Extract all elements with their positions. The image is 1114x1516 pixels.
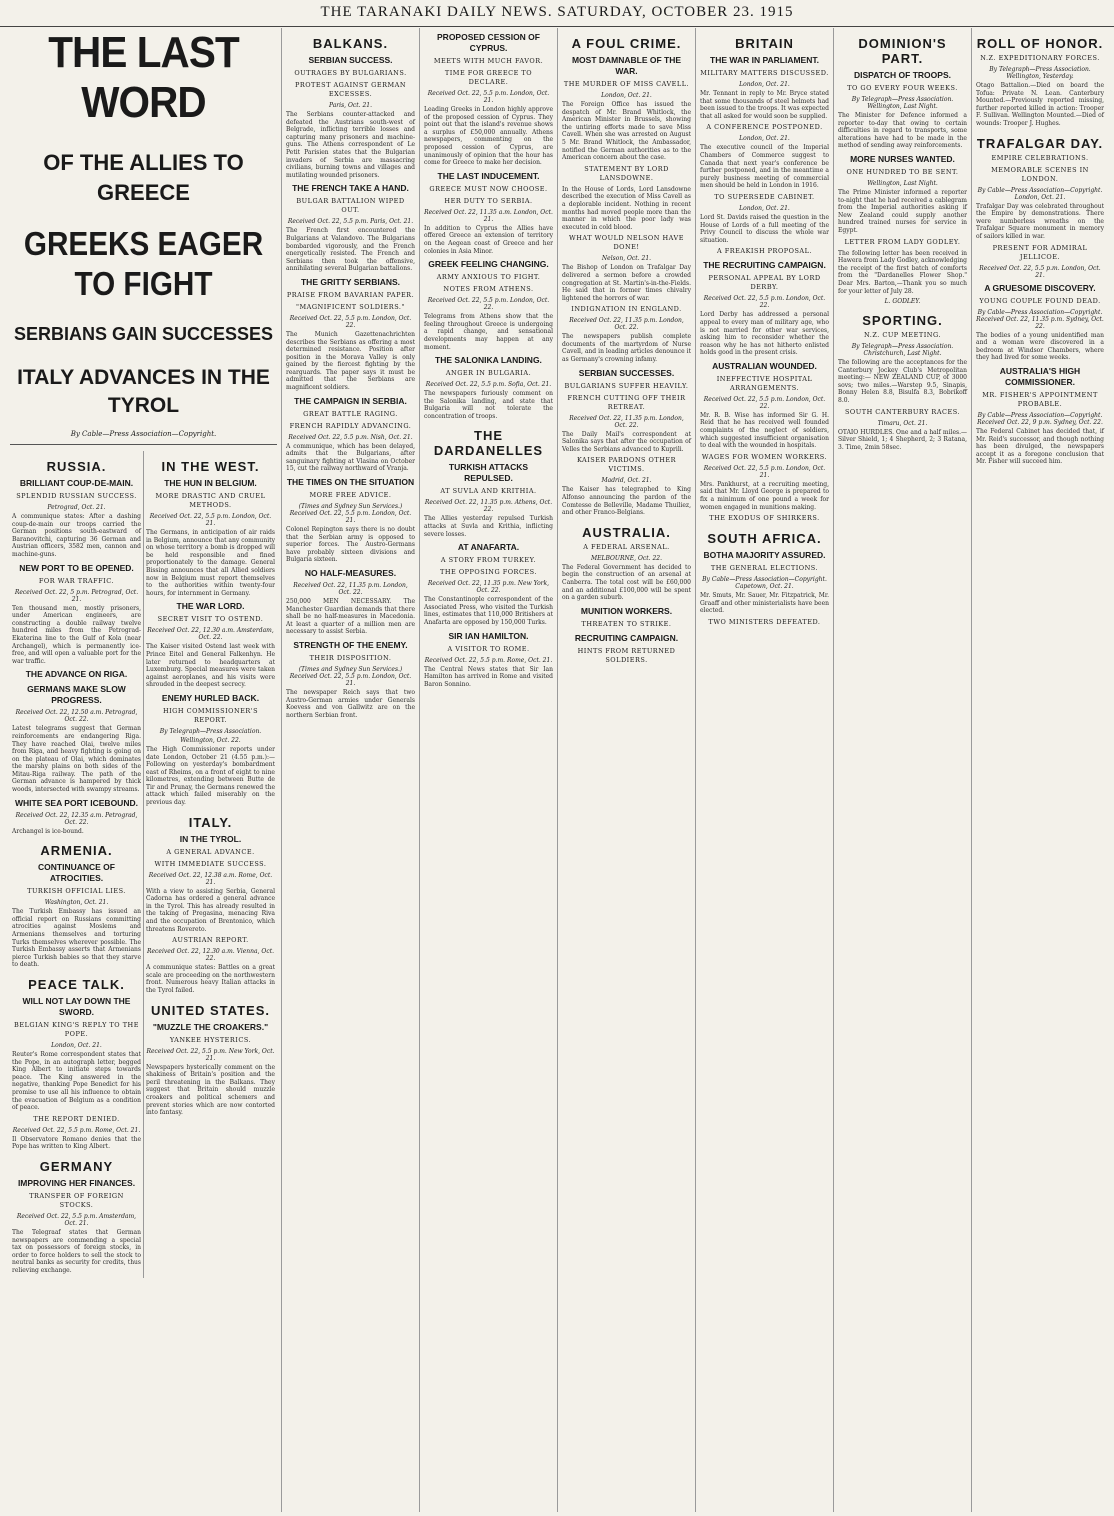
subheading: MOST DAMNABLE OF THE WAR.	[571, 55, 682, 76]
subheading: AUSTRALIAN WOUNDED.	[712, 360, 817, 371]
dateline: By Telegraph—Press Association. Wellington, Last Night.	[851, 96, 954, 110]
subheading: A GRUESOME DISCOVERY.	[984, 282, 1096, 293]
dateline: Received Oct. 22, 12.38 a.m. Rome, Oct. 21.	[148, 871, 273, 886]
subheading: TURKISH OFFICIAL LIES.	[27, 887, 126, 896]
dateline: By Cable—Press Association—Copyright. Received Oct. 22, 9 p.m. Sydney, Oct. 22.	[977, 411, 1103, 426]
article-text: The Central News states that Sir Ian Hamilton has arrived in Rome and visited Baron Sonnino.	[424, 665, 553, 688]
subheading: GREAT BATTLE RAGING.	[303, 409, 398, 418]
subheading: STATEMENT BY LORD LANSDOWNE.	[584, 164, 669, 182]
article-text: Latest telegrams suggest that German reinforcements are endangering Riga. They have reached Olai, twelve miles from Riga, and heavy fighting is going on on the plateau of Olai, which dominates the marshy plains on both sides of the Mitau-Riga railway. The path of the German advance is hampered by thick woods, intersected with swampy streams.	[12, 725, 141, 794]
subheading: ANGER IN BULGARIA.	[445, 369, 532, 378]
dateline: Received Oct. 22, 12.35 a.m. Petrograd, Oct. 22.	[15, 811, 138, 826]
dateline: Received Oct. 22, 5.5 p.m. London, Oct. 22.	[289, 314, 412, 329]
front-subcolumns	[10, 451, 277, 1278]
article-text: The newspapers publish complete documents of the martyrdom of Nurse Cavell, and in leading articles denounce it as Germany's crowning infamy.	[562, 333, 691, 364]
dateline: London, Oct. 21.	[739, 81, 790, 88]
subheading: MEMORABLE SCENES IN LONDON.	[991, 165, 1089, 183]
article-text: Archangel is ice-bound.	[12, 827, 84, 835]
dateline: Received Oct. 22, 11.35 p.m. Athens, Oct. 22.	[424, 499, 553, 514]
article-text: The Turkish Embassy has issued an official report on Russians committing atrocities against Moslems and Armenians themselves and torturing Turks themselves wherever possible. The Turkish Embassy asserts that Armenians pierce Turkish babies so that they starve to death.	[12, 908, 141, 969]
column-dominion	[834, 28, 972, 1512]
subheading: WILL NOT LAY DOWN THE SWORD.	[22, 996, 131, 1017]
article-text: The High Commissioner reports under date London, October 21 (4.55 p.m.):—Following on yesterday's bombardment east of Rheims, on a front of eight to nine kilometres, extending between Butte de Tir and Prunay, the Germans renewed the attack which failed miserably on the previous day.	[146, 745, 275, 807]
subheading: THE FRENCH TAKE A HAND.	[292, 183, 409, 194]
column-roll-of-honor	[972, 28, 1108, 1512]
dateline: Received Oct. 22, 5.5 p.m. London, Oct. 21.	[427, 90, 550, 104]
masthead: THE TARANAKI DAILY NEWS. SATURDAY, OCTOBER 23. 1915	[0, 0, 1114, 27]
subheading: TO GO EVERY FOUR WEEKS.	[847, 84, 958, 92]
subheading: PROTEST AGAINST GERMAN EXCESSES.	[294, 81, 407, 98]
subheading: BULGAR BATTALION WIPED OUT.	[296, 197, 405, 215]
dateline: By Cable—Press Association—Copyright. Received Oct. 22, 11.35 p.m. Sydney, Oct. 22.	[976, 308, 1104, 330]
subheading: THE WAR IN PARLIAMENT.	[710, 55, 819, 65]
heading-dardanelles: THE DARDANELLES	[433, 428, 544, 459]
subheading: INEFFECTIVE HOSPITAL ARRANGEMENTS.	[716, 374, 813, 392]
subheading: SOUTH CANTERBURY RACES.	[844, 407, 961, 416]
banner-headline-5: ITALY ADVANCES IN THE TYROL	[17, 366, 270, 417]
subheading: TWO MINISTERS DEFEATED.	[708, 618, 821, 626]
subheading: WHITE SEA PORT ICEBOUND.	[15, 797, 138, 808]
subheading: HINTS FROM RETURNED SOLDIERS.	[577, 646, 676, 664]
subheading: TURKISH ATTACKS REPULSED.	[448, 462, 529, 484]
subheading: A CONFERENCE POSTPONED.	[706, 123, 823, 132]
dateline: By Telegraph—Press Association. Wellington, Yesterday.	[989, 66, 1091, 80]
dateline: London, Oct. 21.	[51, 1042, 102, 1049]
subheading: ONE HUNDRED TO BE SENT.	[846, 167, 959, 176]
dateline: Received Oct. 22, 5.5 p.m. London, Oct. 21.	[149, 513, 272, 527]
columns	[6, 28, 1108, 1512]
subheading: CONTINUANCE OF ATROCITIES.	[38, 862, 115, 884]
article-text: Telegrams from Athens show that the feeling throughout Greece is undergoing a rapid change, and sensational developments may happen at any moment.	[424, 313, 553, 351]
subheading: BULGARIANS SUFFER HEAVILY.	[564, 381, 689, 390]
subheading: THE MURDER OF MISS CAVELL.	[563, 80, 690, 88]
subheading: AT ANAFARTA.	[457, 542, 520, 553]
dateline: Received Oct. 22, 12.50 a.m. Petrograd, Oct. 22.	[15, 709, 138, 724]
subheading: TIME FOR GREECE TO DECLARE.	[444, 69, 533, 86]
dateline: Madrid, Oct. 21.	[601, 477, 652, 485]
dateline: (Times and Sydney Sun Services.) Received Oct. 22, 5.5 p.m. London, Oct. 21.	[289, 503, 412, 525]
dateline: London, Oct. 21.	[739, 135, 790, 143]
dateline: Received Oct. 22, 5.5 p.m. Paris, Oct. 21.	[287, 218, 414, 226]
heading-armenia: ARMENIA.	[40, 843, 113, 859]
subheading: MUNITION WORKERS.	[580, 605, 673, 616]
dateline: By Telegraph—Press Association. Christchurch, Last Night.	[851, 343, 954, 358]
subheading: THE RECRUITING CAMPAIGN.	[703, 260, 826, 271]
article-text: The Kaiser visited Ostend last week with Prince Eitel and General Falkenhyn. He later returned to headquarters at Luxemburg. Special measures were taken against aeroplanes, and his visits were shrouded in the deepest secrecy.	[146, 643, 275, 689]
dateline: Received Oct. 22, 11.35 a.m. London, Oct. 21.	[424, 208, 553, 223]
subheading: YOUNG COUPLE FOUND DEAD.	[979, 296, 1101, 305]
article-text: The Federal Cabinet has decided that, if Mr. Reid's successor, and though nothing has been divulged, the newspapers accept it as a foregone conclusion that Mr. Fisher will succeed him.	[976, 427, 1104, 466]
subheading: THE LAST INDUCEMENT.	[437, 170, 540, 181]
banner-headline-2: OF THE ALLIES TO GREECE	[43, 150, 244, 205]
heading-italy: ITALY.	[188, 814, 233, 830]
dateline: MELBOURNE, Oct. 22.	[590, 554, 662, 562]
article-text: The Serbians counter-attacked and defeated the Austrians south-west of Belgrade, inflicting terrible losses and capturing many prisoners and machine-guns. The Athens correspondent of Le Petit Parisien states that the Bulgarian invaders of Serbia are massacring civilians, burning towns and villages and mutilating wounded prisoners.	[286, 111, 415, 179]
heading-dominion: DOMINION'S PART.	[858, 36, 947, 66]
dateline: Received Oct. 22, 5.5 p.m. New York, Oct. 21.	[146, 1047, 275, 1062]
subheading: THE SALONIKA LANDING.	[435, 355, 542, 366]
subheading: KAISER PARDONS OTHER VICTIMS.	[576, 456, 677, 474]
subheading: BOTHA MAJORITY ASSURED.	[703, 550, 826, 561]
subheading: THE OPPOSING FORCES.	[440, 568, 537, 577]
dateline: Received Oct. 22, 5.5 p.m. London, Oct. 21.	[703, 464, 826, 479]
dateline: Received Oct. 22, 11.35 p.m. London, Oct. 22.	[569, 414, 684, 429]
article-text: The bodies of a young unidentified man and a woman were discovered in a bedroom at Windsor Chambers, where they had lived for some weeks.	[976, 331, 1104, 362]
subheading: INDIGNATION IN ENGLAND.	[571, 305, 682, 314]
article-text: With a view to assisting Serbia, General Cadorna has ordered a general advance in the Tyrol. This has already resulted in the taking of Pregasina, menacing Riva and the occupation of Brentonico, which threatens Rovereto.	[146, 887, 275, 933]
dateline: Received Oct. 22, 5 p.m. Petrograd, Oct. 21.	[14, 588, 139, 603]
article-text: The Constantinople correspondent of the Associated Press, who visited the Turkish lines, estimates that 110,000 Britishers at Anafarta are opposed by 150,000 Turks.	[424, 596, 553, 627]
article-text: The Minister for Defence informed a reporter to-day that owing to certain difficulties in regard to transports, some alterations have had to be made in the method of sending away reinforcements.	[838, 112, 967, 150]
article-text: Newspapers hysterically comment on the shakiness of Britain's position and the peril threatening in the Balkans. They suggest that Britain should muzzle croakers and political schemers and prevent stories which are now contorted into fantasy.	[146, 1063, 275, 1117]
subheading: THREATEN TO STRIKE.	[581, 619, 672, 628]
subheading: THE WAR LORD.	[176, 601, 245, 612]
subheading: "MUZZLE THE CROAKERS."	[152, 1021, 269, 1032]
column-britain	[696, 28, 834, 1512]
subheading: BELGIAN KING'S REPLY TO THE POPE.	[14, 1021, 139, 1038]
heading-west: IN THE WEST.	[161, 459, 260, 474]
dateline: Received Oct. 22, 11.35 p.m. London, Oct. 22.	[293, 582, 408, 596]
subheading: HIGH COMMISSIONER'S REPORT.	[162, 706, 259, 724]
subheading: TRANSFER OF FOREIGN STOCKS.	[29, 1191, 124, 1209]
subheading: MORE FREE ADVICE.	[309, 491, 392, 500]
article-text: The Prime Minister informed a reporter to-night that he had received a cablegram from the Imperial authorities asking if New Zealand could supply another hundred trained nurses for service in Egypt.	[838, 188, 967, 234]
heading-foul-crime: A FOUL CRIME.	[571, 36, 682, 51]
subheading: AT SUVLA AND KRITHIA.	[440, 487, 537, 496]
dateline: Wellington, Oct. 22.	[180, 736, 241, 744]
subheading: LETTER FROM LADY GODLEY.	[844, 237, 961, 246]
subheading: FOR WAR TRAFFIC.	[38, 576, 115, 585]
article-text: A communique states: After a dashing coup-de-main our troops carried the German positions south-eastward of Baranovitchi, capturing 36 German and Austrian officers, 3582 men, cannon and machine-guns.	[12, 513, 141, 558]
subheading: THE ADVANCE ON RIGA.	[25, 669, 128, 680]
subheading: IMPROVING HER FINANCES.	[17, 1177, 136, 1188]
subheading: N.Z. EXPEDITIONARY FORCES.	[980, 54, 1100, 62]
article-text: The following letter has been received in Hawera from Lady Godley, acknowledging the receipt of the first batch of comforts from the "Dardanelles Flower Shop." Dear Mrs. Barton,—Thank you so much for your letter of July 28.	[838, 249, 967, 295]
heading-trafalgar: TRAFALGAR DAY.	[976, 135, 1104, 151]
article-text: In the House of Lords, Lord Lansdowne described the execution of Miss Cavell as a deplorable incident. Nothing in recent months had moved people more than the manner in which the poor lady was executed in cold blood.	[562, 185, 691, 231]
subheading: SERBIAN SUCCESS.	[308, 55, 393, 65]
article-text: Lord St. Davids raised the question in the House of Lords of a full meeting of the Privy Council to discuss the whole war situation.	[700, 213, 829, 244]
subheading: ENEMY HURLED BACK.	[161, 692, 260, 703]
banner-headline-4: SERBIANS GAIN SUCCESSES	[13, 324, 274, 344]
subheading: THE REPORT DENIED.	[33, 1114, 120, 1123]
subheading: OUTRAGES BY BULGARIANS.	[294, 69, 407, 77]
article-text: Lord Derby has addressed a personal appeal to every man of military age, who is not married for other war services, asking him to reconsider whether the reason why he has not hitherto enlisted holds good in the present crisis.	[700, 311, 829, 357]
divider	[10, 444, 277, 445]
subheading: ARMY ANXIOUS TO FIGHT.	[436, 273, 541, 282]
article-text: The Bishop of London on Trafalgar Day delivered a sermon before a crowded congregation at St. Martin's-in-the-Fields. He said that in former times chivalry lightened the horrors of war.	[562, 264, 691, 302]
dateline: Received Oct. 22, 11.35 p.m. New York, Oct. 22.	[427, 580, 550, 595]
dateline: Received Oct. 22, 5.5 p.m. Sofia, Oct. 21.	[425, 381, 552, 389]
dateline: Received Oct. 22, 12.30 a.m. Vienna, Oct. 22.	[146, 948, 275, 963]
dateline: Timaru, Oct. 21.	[877, 419, 928, 427]
subheading: MR. FISHER'S APPOINTMENT PROBABLE.	[982, 390, 1098, 408]
dateline: (Times and Sydney Sun Services.) Received Oct. 22, 5.5 p.m. London, Oct. 21.	[289, 665, 412, 687]
subheading: BRILLIANT COUP-DE-MAIN.	[19, 478, 134, 488]
heading-germany: GERMANY	[39, 1158, 114, 1174]
dateline: London, Oct. 21.	[601, 92, 652, 99]
subheading: STRENGTH OF THE ENEMY.	[293, 639, 408, 650]
article-text: The Allies yesterday repulsed Turkish attacks at Suvla and Krithia, inflicting severe losses.	[424, 515, 553, 538]
subheading: IN THE TYROL.	[179, 833, 242, 844]
subheading: THE EXODUS OF SHIRKERS.	[709, 514, 820, 523]
subheading: PRAISE FROM BAVARIAN PAPER.	[286, 290, 415, 299]
dateline: Nelson, Oct. 21.	[601, 255, 652, 263]
dateline: Wellington, Last Night.	[867, 179, 938, 187]
article-text: The Daily Mail's correspondent at Salonika says that after the occupation of Velles the Serbians advanced to Kuprili.	[562, 430, 691, 453]
subheading: PERSONAL APPEAL BY LORD DERBY.	[708, 274, 821, 292]
dateline: By Cable—Press Association—Copyright. Capetown, Oct. 21.	[702, 576, 827, 591]
dateline: London, Oct. 21.	[739, 204, 790, 212]
article-text: Leading Greeks in London highly approve of the proposed cession of Cyprus. They point out that the island's revenue shows a surplus of £50,000 annually. Athens newspapers, commenting on the proposed cession of Cyprus, are unanimously of opinion that the hour has come for Greece to make her decision.	[424, 106, 553, 167]
article-text: Otago Battalion.—Died on board the Tofua: Private N. Lean. Canterbury Mounted.—Previously reported missing, further reported killed in action: Trooper F. Sullivan. Wellington Mounted.—Died of wounds: Trooper J. Hughes.	[976, 82, 1104, 127]
subheading: A VISITOR TO ROME.	[447, 644, 530, 653]
article-text: The Federal Government has decided to begin the construction of an arsenal at Canberra. The total cost will be £60,000 and an additional £100,000 will be spent on a garden suburb.	[562, 563, 691, 602]
column-cyprus	[420, 28, 558, 1512]
dateline: By Telegraph—Press Association.	[159, 727, 262, 735]
dateline: Received Oct. 22, 5.5 p.m. London, Oct. 22.	[703, 295, 826, 310]
subheading: PROPOSED CESSION OF CYPRUS.	[437, 32, 540, 53]
heading-peace: PEACE TALK.	[28, 977, 125, 992]
dateline: By Cable—Press Association—Copyright. London, Oct. 21.	[977, 186, 1103, 201]
subheading: DISPATCH OF TROOPS.	[854, 70, 951, 80]
dateline: Received Oct. 22, 5.5 p.m. Rome, Oct. 21.	[12, 1126, 141, 1134]
subheading: SIR IAN HAMILTON.	[448, 630, 529, 641]
subheading: SPLENDID RUSSIAN SUCCESS.	[16, 492, 137, 500]
dateline: Petrograd, Oct. 21.	[47, 504, 106, 511]
column-front	[6, 28, 282, 1512]
heading-united-states: UNITED STATES.	[151, 1002, 270, 1018]
subheading: HER DUTY TO SERBIA.	[444, 196, 533, 205]
article-text: The following are the acceptances for the Canterbury Jockey Club's Metropolitan meeting:— NEW ZEALAND CUP, of 3000 sovs; two miles.—Warstep 9.5, Sinapis, Bonny Helen 8.8, Bisulfa 8.3, Bobrikoff 8.0.	[838, 359, 967, 405]
subheading: YANKEE HYSTERICS.	[169, 1035, 252, 1044]
subheading: A GENERAL ADVANCE.	[166, 847, 255, 856]
subheading: A FEDERAL ARSENAL.	[583, 542, 670, 551]
heading-australia: AUSTRALIA.	[582, 524, 671, 540]
article-text: The Munich Gazettenachrichten describes the Serbians as offering a most determined resistance. Position after position in the Morava Valley is only gained by the fiercest fighting by the rearguards. The paper says it must be admitted that the Serbians are magnificent soldiers.	[286, 330, 415, 392]
article-text: Mrs. Pankhurst, at a recruiting meeting, said that Mr. Lloyd George is prepared to fix a minimum of one pound a week for women engaged in munitions making.	[700, 480, 829, 511]
subheading: NOTES FROM ATHENS.	[443, 285, 534, 294]
article-text: Mr. Tennant in reply to Mr. Bryce stated that some thousands of steel helmets had been issued to the troops. It was expected that all asked for would soon be supplied.	[700, 90, 829, 120]
article-text: Reuter's Rome correspondent states that the Pope, in an autograph letter, begged King Albert to initiate steps towards peace. The King answered in the negative, thanking Pope Benedict for his promise to use all his influence to obtain the evacuation of Belgium as a condition of peace.	[12, 1051, 141, 1112]
subheading: AUSTRALIA'S HIGH COMMISSIONER.	[999, 365, 1081, 387]
column-cavell	[558, 28, 696, 1512]
article-text: Mr. R. B. Wise has informed Sir G. H. Reid that he has received well founded complaints of the neglect of soldiers, which suggested insufficient organisation to deal with the wounded in hospitals.	[700, 411, 829, 450]
subheading: NEW PORT TO BE OPENED.	[19, 562, 134, 573]
subheading: MORE DRASTIC AND CRUEL METHODS.	[155, 492, 266, 509]
dateline: Received Oct. 22, 5.5 p.m. Nish, Oct. 21.	[288, 433, 413, 441]
article-text: A communique, which has been delayed, admits that the Bulgarians, after sanguinary fighting at Vlasina on October 15, cut the railway northward of Vranja.	[286, 442, 415, 473]
article-text: OTAIO HURDLES. One and a half miles.—Silver Shield, 1; 4 Shepherd, 2; 3 Ratana, 3. Time, 2min 58sec.	[838, 428, 967, 451]
subheading: THE GRITTY SERBIANS.	[300, 276, 401, 287]
subheading: A FREAKISH PROPOSAL.	[716, 247, 813, 256]
article-text: The newspaper Reich says that two Austro-German armies under Generals Koevess and von Gallwitz are on the northern Serbian front.	[286, 688, 415, 719]
heading-south-africa: SOUTH AFRICA.	[707, 531, 822, 547]
dateline: Received Oct. 22, 5.5 p.m. London, Oct. 22.	[427, 297, 550, 312]
subheading: GREECE MUST NOW CHOOSE.	[429, 184, 548, 193]
article-text: The Foreign Office has issued the despatch of Mr. Brand Whitlock, the American Minister in Brussels, showing the untiring efforts made to save Miss Cavell. When she was arrested on August 5 Mr. Brand Whitlock, the Ambassador, notified the German authorities as to the American concern about the case.	[562, 101, 691, 162]
article-text: The executive council of the Imperial Chambers of Commerce suggest to Canada that next year's conference be further postponed, and in the meantime a purely business meeting of commercial men should be held in London in 1916.	[700, 144, 829, 190]
subheading: A STORY FROM TURKEY.	[440, 556, 537, 565]
dateline: Received Oct. 22, 12.30 a.m. Amsterdam, Oct. 22.	[147, 627, 274, 642]
subheading: EMPIRE CELEBRATIONS.	[991, 153, 1089, 162]
banner-headline-1: THE LAST WORD	[48, 28, 239, 127]
article-text: A communique states: Battles on a great scale are proceeding on the northwestern front. Numerous heavy Italian attacks in the Tyrol failed.	[146, 964, 275, 994]
subheading: RECRUITING CAMPAIGN.	[574, 632, 679, 643]
subheading: "MAGNIFICENT SOLDIERS."	[296, 302, 405, 311]
subheading: SERBIAN SUCCESSES.	[578, 367, 675, 378]
dateline: Received Oct. 22, 5.5 p.m. London, Oct. 21.	[979, 264, 1101, 279]
subheading: WITH IMMEDIATE SUCCESS.	[154, 859, 267, 868]
subheading: THEIR DISPOSITION.	[309, 653, 392, 662]
article-text: In addition to Cyprus the Allies have offered Greece an extension of territory on the Aegean coast of Greece and her colonies in Asia Minor.	[424, 224, 553, 255]
subheading: TO SUPERSEDE CABINET.	[714, 192, 815, 201]
dateline: Paris, Oct. 21.	[328, 102, 373, 109]
article-text: The French first encountered the Bulgarians at Valandovo. The Bulgarians bombarded vigorously, and the French energetically resisted. The French and Serbians then took the offensive, annihilating several Bulgarian battalions.	[286, 227, 415, 273]
subheading: SECRET VISIT TO OSTEND.	[157, 615, 264, 624]
article-text: Colonel Repington says there is no doubt that the Serbian army is opposed to superior forces. The Austro-Germans have probably sixteen divisions and Bulgaria sixteen.	[286, 526, 415, 564]
article-text: Il Observatore Romano denies that the Pope has written to King Albert.	[12, 1135, 141, 1151]
article-text: Mr. Smuts, Mr. Sauer, Mr. Fitzpatrick, Mr. Graaff and other ministerialists have been elected.	[700, 592, 829, 615]
subheading: FRENCH CUTTING OFF THEIR RETREAT.	[567, 393, 686, 411]
subheading: THE TIMES ON THE SITUATION	[286, 477, 415, 488]
article-text: The Kaiser has telegraphed to King Alfonso announcing the pardon of the Comtesse de Belleville, Madame Thuiliez, and other Franco-Belgians.	[562, 486, 691, 517]
subheading: N.Z. CUP MEETING.	[863, 331, 942, 340]
subheading: THE GENERAL ELECTIONS.	[710, 564, 819, 573]
dateline: Received Oct. 22, 5.5 p.m. Rome, Oct. 21.	[424, 656, 553, 664]
subheading: WAGES FOR WOMEN WORKERS.	[701, 452, 828, 461]
dateline: Washington, Oct. 21.	[44, 899, 109, 907]
article-text: The Telegraaf states that German newspapers are commending a special tax on possessors of foreign stocks, in order to force holders to sell the stock to neutral banks as security for credits, thus relieving exchange.	[12, 1228, 141, 1274]
heading-sporting: SPORTING.	[862, 313, 943, 329]
subheading: WHAT WOULD NELSON HAVE DONE!	[569, 234, 684, 252]
banner-headline-3: GREEKS EAGER TO FIGHT	[23, 225, 264, 302]
article-text: 250,000 MEN NECESSARY. The Manchester Guardian demands that there shall be no half-measures in Macedonia. At least a quarter of a million men are necessary to assist Serbia.	[286, 598, 415, 636]
column-balkans	[282, 28, 420, 1512]
subheading: MORE NURSES WANTED.	[850, 153, 955, 164]
article-text: The newspapers furiously comment on the Salonika landing, and state that Bulgaria will not tolerate the concentration of troops.	[424, 390, 553, 420]
subheading: NO HALF-MEASURES.	[304, 568, 397, 578]
heading-balkans: BALKANS.	[312, 36, 389, 51]
subheading: PRESENT FOR ADMIRAL JELLICOE.	[992, 243, 1088, 261]
subheading: GERMANS MAKE SLOW PROGRESS.	[27, 684, 126, 706]
article-text: The Germans, in anticipation of air raids in Belgium, announce that any community on whose territory a bomb is dropped will be held responsible and fined proportionately to the damage. General Bissing announces that all Allied soldiers now in Belgium must report themselves to the authorities within twenty-four hours, for internment in Germany.	[146, 529, 275, 597]
article-text: Trafalgar Day was celebrated throughout the Empire by demonstrations. There were numberless wreaths on the Trafalgar Square monument in memory of sailors killed in war.	[976, 202, 1104, 240]
banner-byline: By Cable—Press Association—Copyright.	[70, 430, 217, 438]
heading-russia: RUSSIA.	[46, 459, 107, 474]
subheading: MEETS WITH MUCH FAVOR.	[433, 57, 544, 65]
subheading: GREEK FEELING CHANGING.	[428, 259, 549, 270]
subheading: THE HUN IN BELGIUM.	[164, 478, 257, 488]
dateline: Received Oct. 22, 5.5 p.m. London, Oct. 22.	[703, 395, 826, 410]
dateline: Received Oct. 22, 11.35 p.m. London, Oct. 22.	[569, 317, 684, 332]
subheading: THE CAMPAIGN IN SERBIA.	[294, 395, 407, 406]
column-west	[143, 451, 277, 1278]
subheading: FRENCH RAPIDLY ADVANCING.	[289, 421, 412, 430]
column-russia	[10, 451, 143, 1278]
subheading: AUSTRIAN REPORT.	[172, 936, 249, 945]
subheading: MILITARY MATTERS DISCUSSED.	[700, 69, 829, 77]
signoff: L. GODLEY.	[884, 298, 921, 306]
heading-roll-of-honor: ROLL OF HONOR.	[976, 36, 1104, 51]
dateline: Received Oct. 22, 5.5 p.m. Amsterdam, Oct. 21.	[16, 1212, 137, 1227]
article-text: Ten thousand men, mostly prisoners, under American engineers, are constructing a double railway twelve hundred miles from the Petrograd-Ekaterina line to the Gulf of Kola (near Archangel), which is permanently ice-free, and will open a valuable port for the war traffic.	[12, 604, 141, 665]
heading-britain: BRITAIN	[735, 36, 794, 51]
